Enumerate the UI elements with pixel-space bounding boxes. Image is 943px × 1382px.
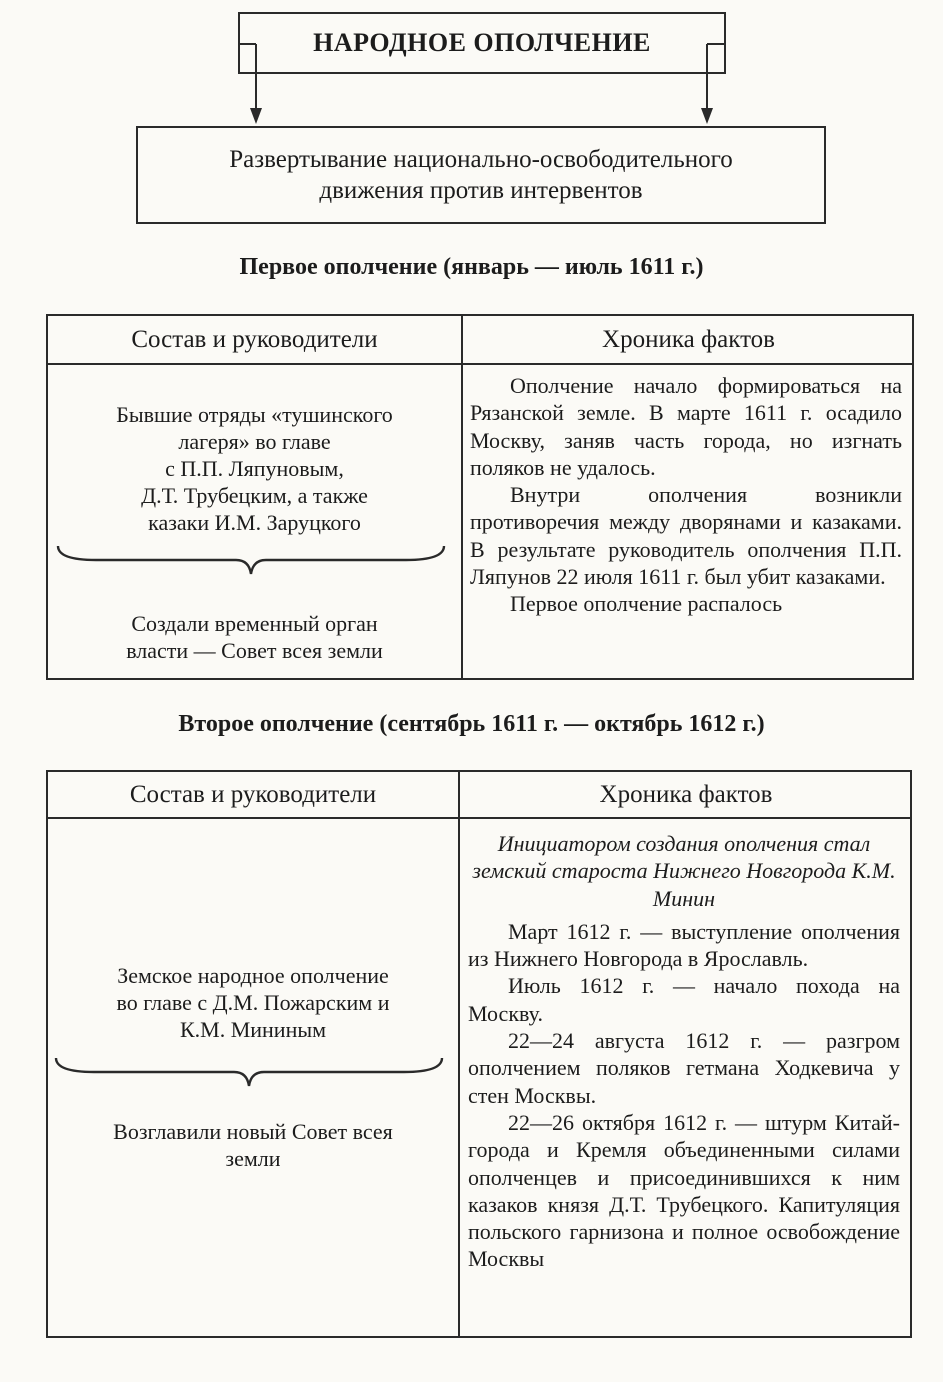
arrow-left-icon [250,108,262,124]
composition-line: К.М. Мининым [179,1017,327,1042]
second-militia-table [46,770,912,1338]
main-title-text: НАРОДНОЕ ОПОЛЧЕНИЕ [313,28,651,57]
col-header-chronicle: Хроника фактов [602,325,775,353]
subtitle-box [136,126,826,224]
chronicle-paragraph: Внутри ополчения возникли противоречия между дворянами и казаками. В результате руководитель ополчения П.П. Ляпунов 22 июля 1611 г. был убит казаками. [470,482,902,590]
composition-line: Бывшие отряды «тушинского [116,402,393,427]
column-divider [458,772,460,1336]
second-composition [48,962,458,1043]
subtitle-line-1: Развертывание национально-освободительного [229,146,733,173]
curly-brace-icon [54,1054,444,1090]
composition-line: с П.П. Ляпуновым, [165,456,344,481]
second-chronicle [468,830,900,1273]
first-militia-heading: Первое ополчение (январь — июль 1611 г.) [239,254,704,280]
chronicle-paragraph: 22—26 октября 1612 г. — штурм Китай-города и Кремля объединенными силами ополченцев и присоединившихся к ним казаков князя Д.Т. Трубецкого. Капитуляция польского гарнизона и полное освобождение Москвы [468,1109,900,1272]
arrow-right-icon [701,108,713,124]
col-header-chronicle: Хроника фактов [599,780,773,808]
chronicle-paragraph: 22—24 августа 1612 г. — разгром ополчением поляков гетмана Ходкевича у стен Москвы. [468,1028,900,1108]
result-line: земли [225,1146,281,1171]
subtitle-line-2: движения против интервентов [319,177,643,204]
composition-line: Д.Т. Трубецким, а также [141,483,368,508]
chronicle-paragraph: Ополчение начало формироваться на Рязанской земле. В марте 1611 г. осадило Москву, заняв часть города, но изгнать поляков не удалось. [470,373,902,480]
chronicle-paragraph: Март 1612 г. — выступление ополчения из Нижнего Новгорода в Ярославль. [468,918,900,972]
result-line: Возглавили новый Совет всея [113,1119,393,1144]
initiator-note: Инициатором создания ополчения стал земский староста Нижнего Новгорода К.М. Минин [472,831,896,911]
column-divider [461,316,463,678]
result-line: власти — Совет всея земли [126,638,383,663]
curly-brace-icon [56,542,446,578]
composition-line: Земское народное ополчение [117,963,389,988]
header-divider [48,817,910,819]
first-militia-table [46,314,914,680]
col-header-composition: Состав и руководители [129,780,377,808]
header-divider [48,363,912,365]
col-header-composition: Состав и руководители [131,325,378,353]
composition-line: лагеря» во главе [178,429,331,454]
first-composition [48,401,461,536]
first-chronicle [470,372,902,618]
chronicle-paragraph: Первое ополчение распалось [510,591,783,617]
result-line: Создали временный орган [131,611,378,636]
main-title [238,12,726,74]
second-result [48,1118,458,1172]
chronicle-paragraph: Июль 1612 г. — начало похода на Москву. [468,973,900,1026]
composition-line: во главе с Д.М. Пожарским и [116,990,390,1015]
second-militia-heading: Второе ополчение (сентябрь 1611 г. — октябрь 1612 г.) [178,711,765,737]
first-result [48,610,461,664]
composition-line: казаки И.М. Заруцкого [148,510,361,535]
